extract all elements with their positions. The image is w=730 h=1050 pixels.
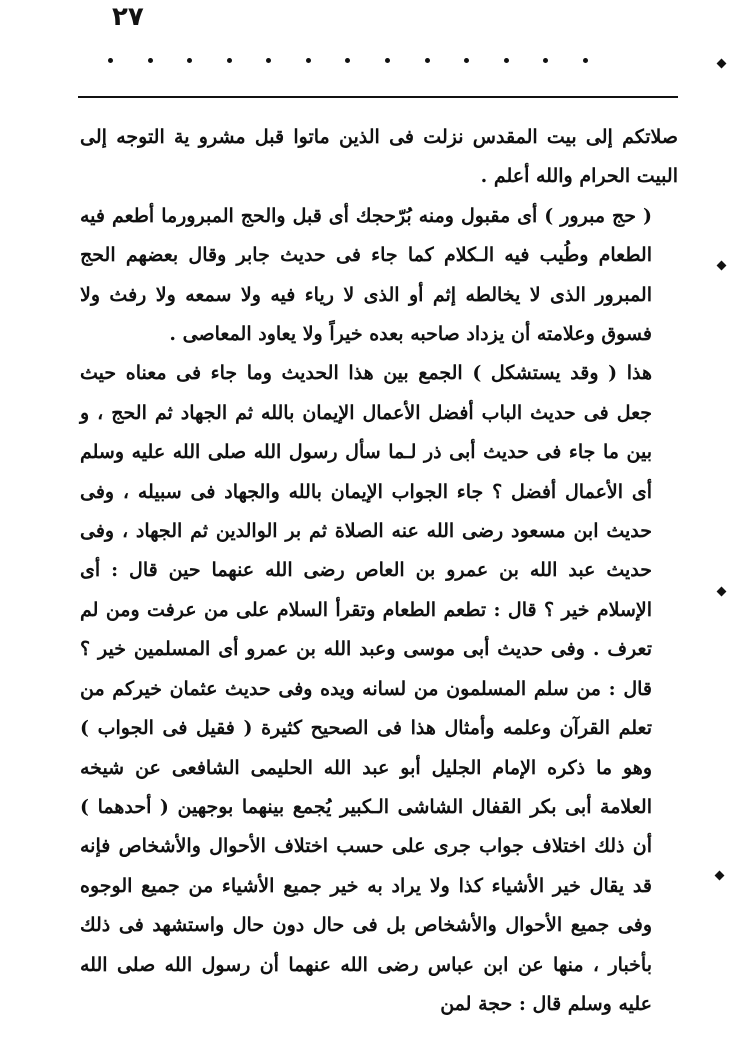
margin-mark (717, 59, 727, 69)
paragraph-continuation: صلاتكم إلى بيت المقدس نزلت فى الذين ماتوا قبل مشرو ية التوجه إلى البيت الحرام والله أعلم . (80, 126, 678, 188)
header-rule (78, 96, 678, 98)
paragraph-hajj-mabrur: ( حج مبرور ) أى مقبول ومنه بُرّحجك أى قبل والحج المبرورما أطعم فيه الطعام وطُيب فيه الـكلام كما جاء فى حديث جابر وقال بعضهم الحج المبرور الذى لا يخالطه إثم أو الذى لا رياء فيه ولا سمعه ولا رفث ولا فسوق وعلامته أن يزداد صاحبه بعده خيراً ولا يعاود المعاصى . (80, 204, 652, 346)
ornament-dot (306, 58, 311, 63)
ornament-dot (583, 58, 588, 63)
paragraph-reconciliation: هذا ( وقد يستشكل ) الجمع بين هذا الحديث وما جاء فى معناه حيث جعل فى حديث الباب أفضل الأعمال الإيمان بالله ثم الجهاد ثم الحج ، و بين ما جاء فى حديث أبى ذر لـما سأل رسول الله صلى الله عليه وسلم أى الأعمال أفضل ؟ جاء الجواب الإيمان بالله والجهاد فى سبيله ، وفى حديث ابن مسعود رضى الله عنه الصلاة ثم بر الوالدين ثم الجهاد ، وفى حديث عبد الله بن عمرو بن العاص رضى الله عنهما حين قال : أى الإسلام خير ؟ قال : تطعم الطعام وتقرأ السلام على من عرفت ومن لم تعرف . وفى حديث أبى موسى وعبد الله بن عمرو أى المسلمين خير ؟ قال : من سلم المسلمون من لسانه ويده وفى حديث عثمان خيركم من تعلم القرآن وعلمه وأمثال هذا فى الصحيح كثيرة ( فقيل فى الجواب ) وهو ما ذكره الإمام الجليل أبو عبد الله الحليمى الشافعى عن شيخه العلامة أبى بكر القفال الشاشى الـكبير يُجمع بينهما بوجهين ( أحدهما ) أن ذلك اختلاف جواب جرى على حسب اختلاف الأحوال والأشخاص فإنه قد يقال خير الأشياء كذا ولا يراد به خير جميع الأشياء من جميع الوجوه وفى جميع الأحوال والأشخاص بل فى حال دون حال واستشهد فى ذلك بأخبار ، منها عن ابن عباس رضى الله عنهما أن رسول الله صلى الله عليه وسلم قال : حجة لمن (80, 362, 652, 1015)
margin-mark (715, 871, 725, 881)
ornament-dot (385, 58, 390, 63)
ornament-dot (227, 58, 232, 63)
ornament-dot (187, 58, 192, 63)
ornament-dot (345, 58, 350, 63)
ornament-dot (504, 58, 509, 63)
ornament-dot (108, 58, 113, 63)
margin-mark (717, 261, 727, 271)
ornament-dot (148, 58, 153, 63)
page-body (80, 118, 678, 1024)
dotted-ornament (108, 58, 588, 63)
ornament-dot (464, 58, 469, 63)
ornament-dot (425, 58, 430, 63)
margin-mark (717, 587, 727, 597)
ornament-dot (266, 58, 271, 63)
ornament-dot (543, 58, 548, 63)
page-number: ٢٧ (112, 2, 144, 32)
